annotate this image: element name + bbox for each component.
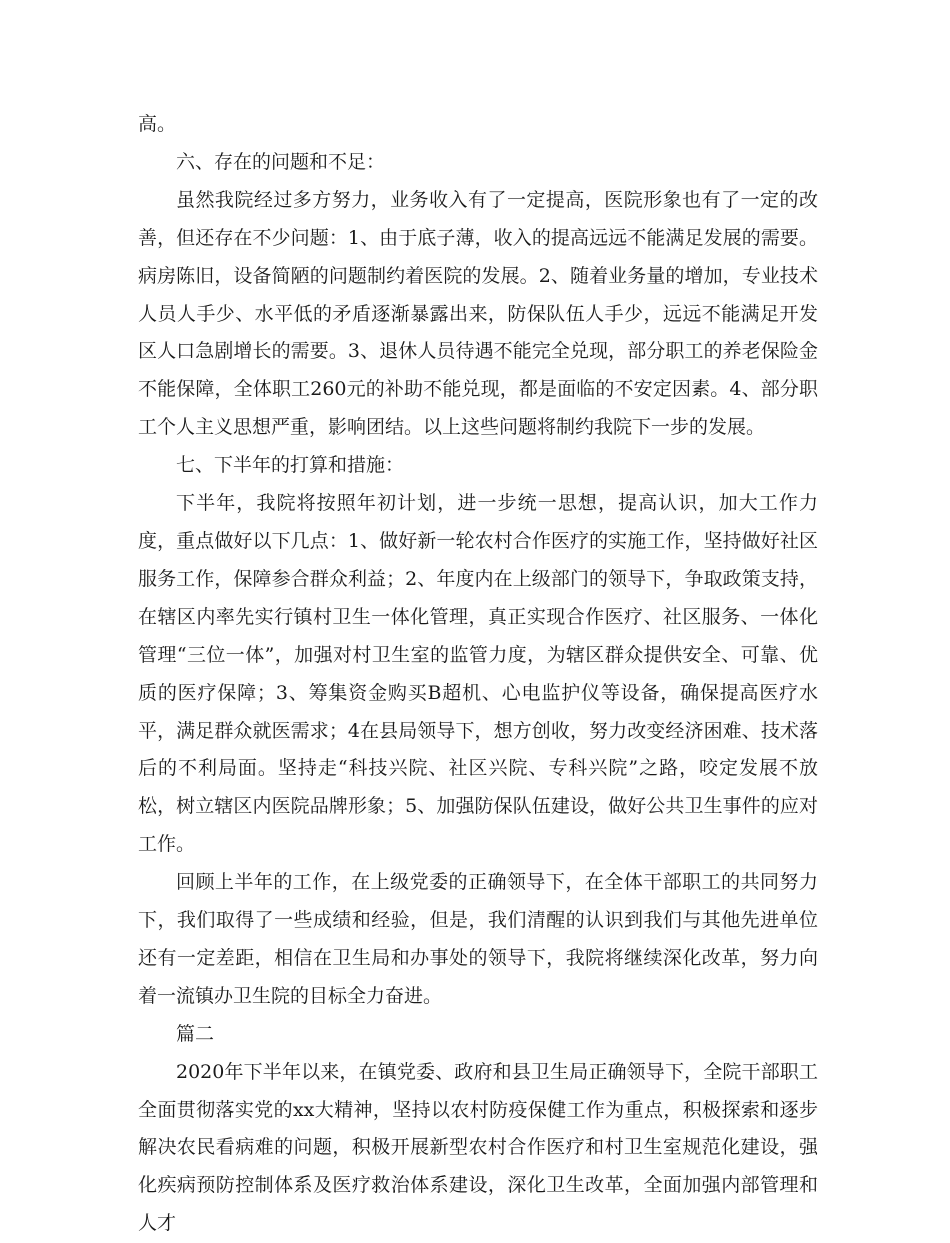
document-body — [138, 106, 818, 1243]
section-heading-plans: 七、下半年的打算和措施： — [176, 454, 405, 477]
paragraph-continuation: 高。 — [138, 113, 177, 135]
section-heading-problems: 六、存在的问题和不足： — [176, 150, 386, 173]
paragraph-part-two: 2020年下半年以来，在镇党委、政府和县卫生局正确领导下，全院干部职工全面贯彻落实党的xx大精神，坚持以农村防疫保健工作为重点，积极探索和逐步解决农民看病难的问题，积极开展新型农村合作医疗和村卫生室规范化建设，强化疾病预防控制体系及医疗救治体系建设，深化卫生改革，全面加强内部管理和人才 — [138, 1060, 818, 1235]
paragraph-review: 回顾上半年的工作，在上级党委的正确领导下，在全体干部职工的共同努力下，我们取得了一些成绩和经验，但是，我们清醒的认识到我们与其他先进单位还有一定差距，相信在卫生局和办事处的领导下，我院将继续深化改革，努力向着一流镇办卫生院的目标全力奋进。 — [138, 871, 818, 1007]
paragraph-plans: 下半年，我院将按照年初计划，进一步统一思想，提高认识，加大工作力度，重点做好以下几点：1、做好新一轮农村合作医疗的实施工作，坚持做好社区服务工作，保障参合群众利益；2、年度内在上级部门的领导下，争取政策支持，在辖区内率先实行镇村卫生一体化管理，真正实现合作医疗、社区服务、一体化管理“三位一体”，加强对村卫生室的监管力度，为辖区群众提供安全、可靠、优质的医疗保障；3、筹集资金购买B超机、心电监护仪等设备，确保提高医疗水平，满足群众就医需求；4在县局领导下，想方创收，努力改变经济困难、技术落后的不利局面。坚持走“科技兴院、社区兴院、专科兴院”之路，咬定发展不放松，树立辖区内医院品牌形象；5、加强防保队伍建设，做好公共卫生事件的应对工作。 — [138, 492, 818, 856]
paragraph-problems: 虽然我院经过多方努力，业务收入有了一定提高，医院形象也有了一定的改善，但还存在不少问题：1、由于底子薄，收入的提高远远不能满足发展的需要。病房陈旧，设备简陋的问题制约着医院的发展。2、随着业务量的增加，专业技术人员人手少、水平低的矛盾逐渐暴露出来，防保队伍人手少，远远不能满足开发区人口急剧增长的需要。3、退休人员待遇不能完全兑现，部分职工的养老保险金不能保障，全体职工260元的补助不能兑现，都是面临的不安定因素。4、部分职工个人主义思想严重，影响团结。以上这些问题将制约我院下一步的发展。 — [138, 188, 818, 439]
part-heading-two: 篇二 — [176, 1022, 215, 1045]
